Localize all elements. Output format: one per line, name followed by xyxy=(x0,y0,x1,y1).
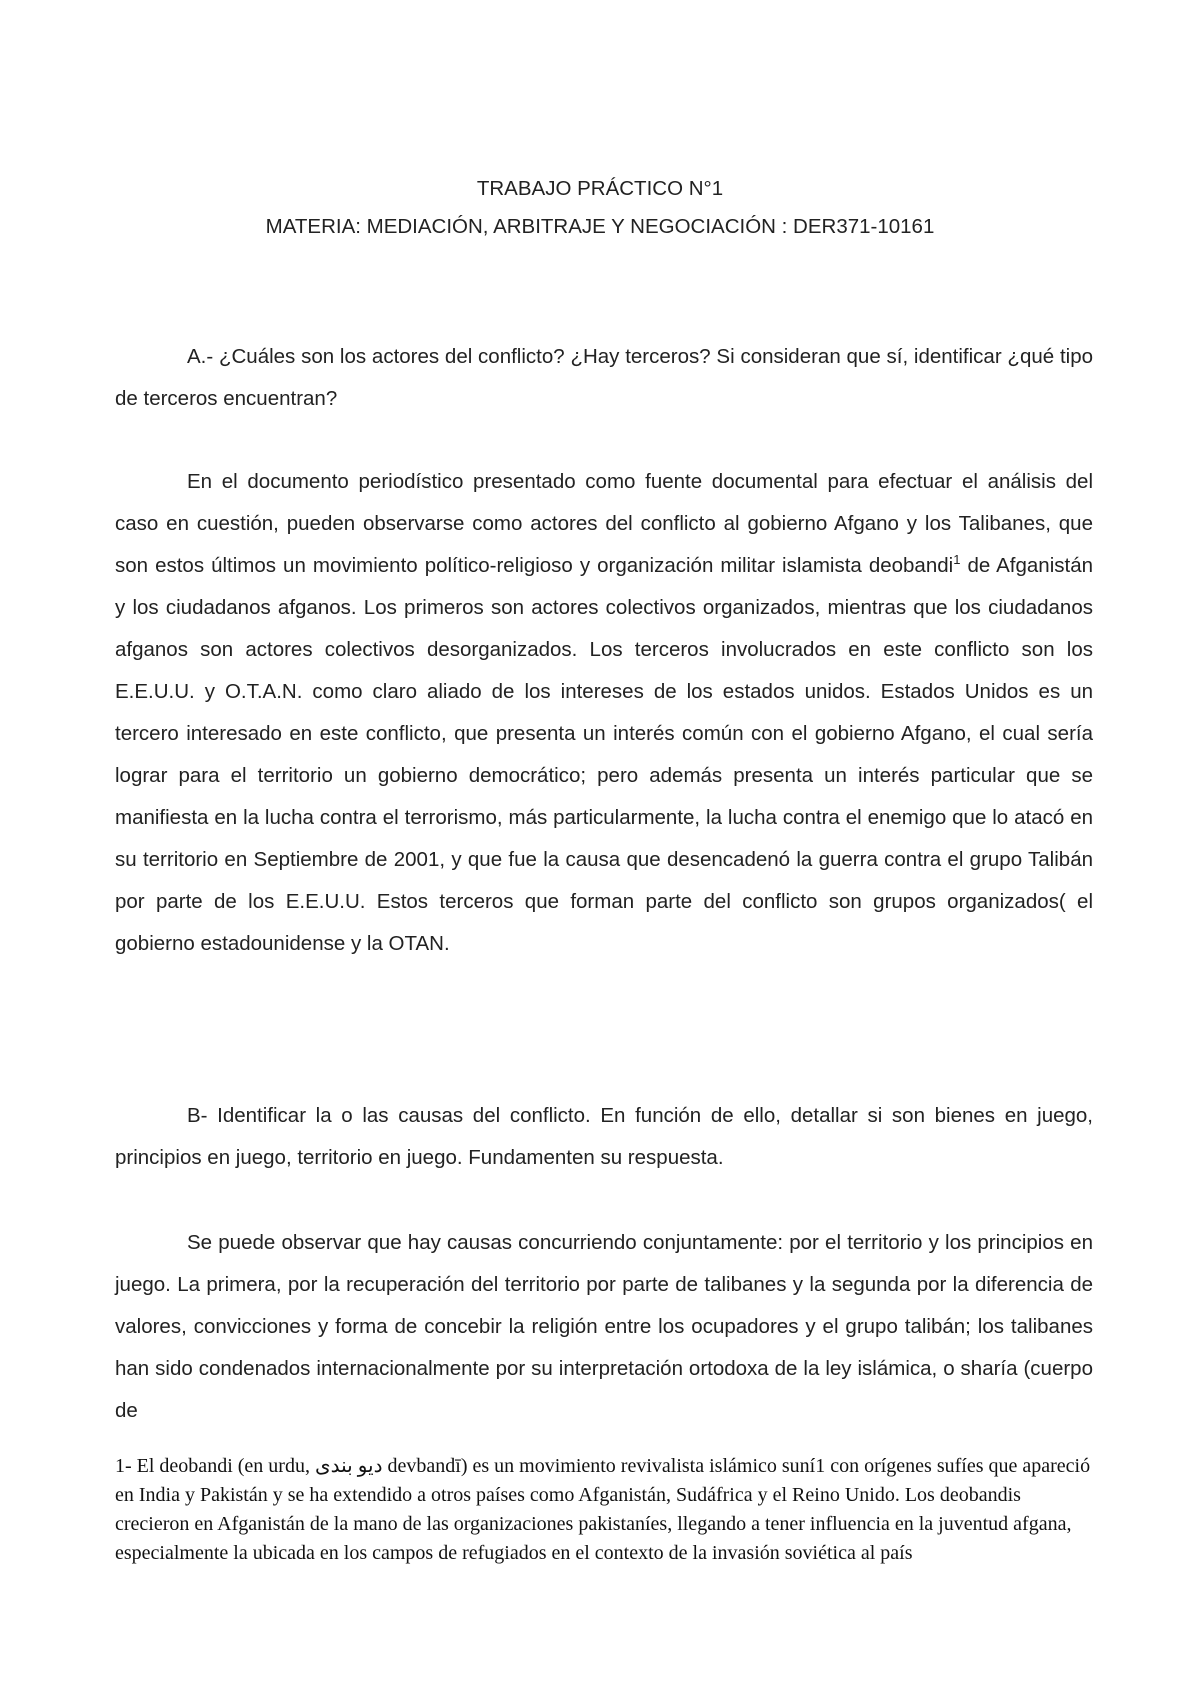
question-b: B- Identificar la o las causas del conflicto. En función de ello, detallar si son bienes en juego, principios en juego, territorio en juego. Fundamenten su respuesta. xyxy=(115,1104,1093,1169)
document-header xyxy=(0,170,1200,246)
question-a: A.- ¿Cuáles son los actores del conflicto? ¿Hay terceros? Si consideran que sí, identificar ¿qué tipo de terceros encuentran? xyxy=(115,345,1093,410)
question-a-block xyxy=(115,336,1093,420)
answer-a-block xyxy=(115,461,1093,965)
answer-b-block xyxy=(115,1222,1093,1432)
answer-a-part2: de Afganistán y los ciudadanos afganos. Los primeros son actores colectivos organizados, mientras que los ciudadanos afganos son actores colectivos desorganizados. Los terceros involucrados en este conflicto son los E.E.U.U. y O.T.A.N. como claro aliado de los intereses de los estados unidos. Estados Unidos es un tercero interesado en este conflicto, que presenta un interés común con el gobierno Afgano, el cual sería lograr para el territorio un gobierno democrático; pero además presenta un interés particular que se manifiesta en la lucha contra el terrorismo, más particularmente, la lucha contra el enemigo que lo atacó en su territorio en Septiembre de 2001, y que fue la causa que desencadenó la guerra contra el grupo Talibán por parte de los E.E.U.U. Estos terceros que forman parte del conflicto son grupos organizados( el gobierno estadounidense y la OTAN. xyxy=(115,554,1094,955)
document-title: TRABAJO PRÁCTICO N°1 xyxy=(476,177,724,200)
question-b-block xyxy=(115,1095,1093,1179)
footnote: 1- El deobandi (en urdu, دیو بندی devbandī) es un movimiento revivalista islámico suní1 con orígenes sufíes que apareció en India y Pakistán y se ha extendido a otros países como Afganistán, Sudáfrica y el Reino Unido. Los deobandis crecieron en Afganistán de la mano de las organizaciones pakistaníes, llegando a tener influencia en la juventud afgana, especialmente la ubicada en los campos de refugiados en el contexto de la invasión soviética al país xyxy=(115,1455,1091,1564)
answer-b: Se puede observar que hay causas concurriendo conjuntamente: por el territorio y los principios en juego. La primera, por la recuperación del territorio por parte de talibanes y la segunda por la diferencia de valores, convicciones y forma de concebir la religión entre los ocupadores y el grupo talibán; los talibanes han sido condenados internacionalmente por su interpretación ortodoxa de la ley islámica, o sharía (cuerpo de xyxy=(115,1231,1093,1422)
answer-a-part1: En el documento periodístico presentado como fuente documental para efectuar el análisis del caso en cuestión, pueden observarse como actores del conflicto al gobierno Afgano y los Talibanes, que son estos últimos un movimiento político-religioso y organización militar islamista deobandi xyxy=(115,470,1093,577)
answer-a xyxy=(115,461,1093,965)
document-subject: MATERIA: MEDIACIÓN, ARBITRAJE Y NEGOCIACIÓN : DER371-10161 xyxy=(265,215,935,238)
footnote-reference: 1 xyxy=(953,552,961,568)
